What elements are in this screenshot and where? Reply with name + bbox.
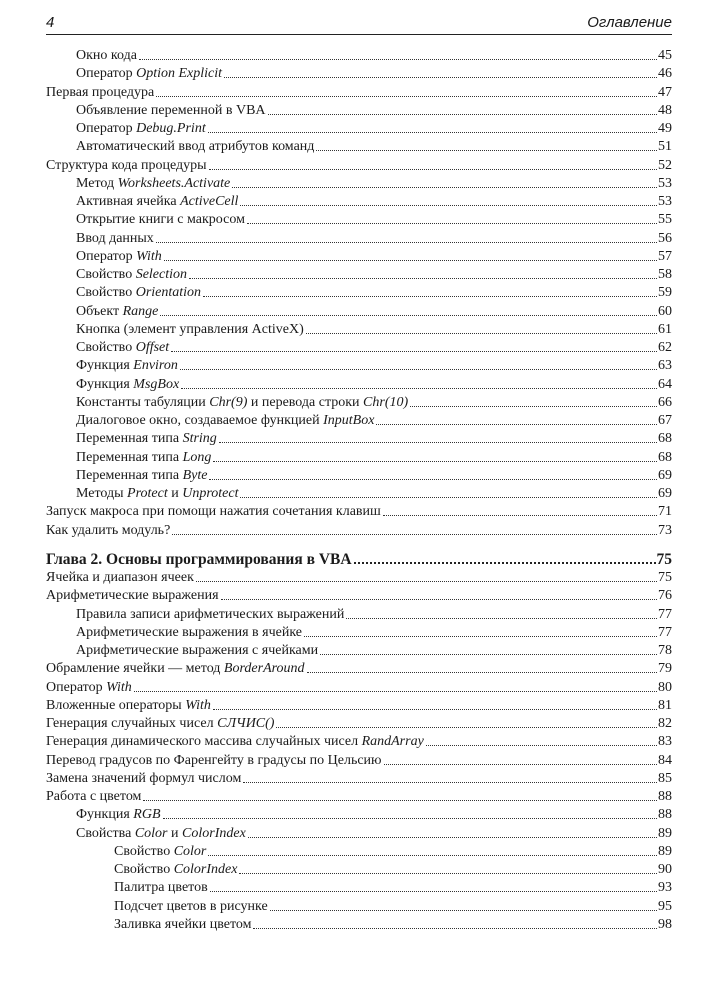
- dot-leader: [410, 406, 657, 407]
- toc-entry-title: [76, 120, 206, 137]
- dot-leader: [307, 672, 657, 673]
- page-number: 4: [46, 14, 55, 31]
- toc-entry-title: [76, 303, 158, 320]
- toc-entry-text: Заливка ячейки цветом: [114, 916, 252, 932]
- toc-entry-text: Методы: [76, 486, 128, 501]
- toc-page-number: 81: [658, 697, 672, 713]
- toc-entry-text: Подсчет цветов в рисунке: [114, 898, 268, 914]
- toc-page-number: 66: [658, 394, 672, 410]
- toc-page-number: 73: [658, 522, 672, 538]
- dot-leader: [213, 461, 657, 462]
- toc-entry-title: [76, 485, 238, 502]
- toc-entry-title: [46, 697, 211, 714]
- toc-entry-text: InputBox: [323, 413, 375, 428]
- dot-leader: [189, 278, 657, 279]
- toc-entry-text: RandArray: [361, 734, 424, 750]
- toc-entry-text: Функция: [76, 807, 134, 823]
- toc-entry-text: ColorIndex: [173, 862, 238, 877]
- toc-page-number: 71: [658, 504, 672, 520]
- dot-leader: [268, 114, 657, 115]
- toc-entry-text: Запуск макроса при помощи нажатия сочетания клавиш: [46, 504, 381, 520]
- toc-entry-text: Orientation: [135, 285, 202, 301]
- toc-entry-title: [76, 230, 154, 247]
- dot-leader: [180, 369, 657, 370]
- toc-entry-title: [114, 843, 206, 860]
- dot-leader: [276, 727, 657, 728]
- toc-entry-text: Debug.Print: [136, 121, 206, 136]
- toc-entry-title: [76, 606, 344, 623]
- toc-entry-text: With: [106, 679, 132, 695]
- dot-leader: [203, 296, 657, 297]
- dot-leader: [304, 636, 657, 637]
- dot-leader: [208, 855, 657, 856]
- toc-entry-text: Selection: [135, 267, 188, 282]
- toc-page-number: 90: [658, 862, 672, 877]
- toc-entry-text: Environ: [133, 358, 178, 374]
- toc-entry: [46, 64, 672, 82]
- toc-entry: [46, 229, 672, 247]
- toc-entry: [46, 174, 672, 192]
- toc-entry-title: [46, 660, 305, 677]
- toc-entry-text: Оператор: [76, 248, 137, 264]
- toc-entry-text: Unprotect: [182, 486, 239, 501]
- toc-entry: [46, 805, 672, 823]
- toc-entry-title: [76, 467, 207, 484]
- toc-entry-title: [46, 503, 381, 520]
- toc-entry-text: ActiveCell: [180, 194, 239, 209]
- toc-entry-text: Как удалить модуль?: [46, 522, 171, 538]
- toc-page-number: 95: [658, 898, 672, 914]
- toc-entry-text: Метод: [76, 175, 118, 191]
- toc-entry-text: Арифметические выражения с ячейками: [76, 643, 319, 658]
- dot-leader: [196, 581, 657, 582]
- toc-entry: [46, 678, 672, 696]
- toc-entry: [46, 338, 672, 356]
- dot-leader: [163, 818, 658, 819]
- toc-entry-text: Chr(10): [363, 394, 409, 410]
- dot-leader: [171, 351, 657, 352]
- toc-entry-text: Генерация динамического массива случайных чисел: [46, 734, 362, 750]
- toc-entry-text: Переменная типа: [76, 431, 183, 447]
- toc-entry-text: Автоматический ввод атрибутов команд: [76, 139, 315, 155]
- toc-page-number: 77: [658, 606, 672, 622]
- toc-entry-text: Range: [122, 303, 159, 319]
- toc-page-number: 67: [658, 413, 672, 428]
- toc-entry-text: String: [182, 431, 217, 447]
- dot-leader: [354, 562, 656, 564]
- toc-entry-title: [76, 412, 374, 429]
- toc-chapter-entry: [46, 550, 672, 568]
- toc-page-number: 89: [658, 843, 672, 859]
- toc-entry-text: Свойство: [114, 843, 174, 859]
- dot-leader: [143, 800, 657, 801]
- toc-page-number: 75: [658, 570, 672, 585]
- toc-page-number: 80: [658, 679, 672, 695]
- toc-entry: [46, 641, 672, 659]
- toc-entry-text: RGB: [133, 807, 161, 823]
- toc-entry-title: [76, 376, 179, 393]
- toc-entry: [46, 429, 672, 447]
- toc-page-number: 78: [658, 643, 672, 658]
- dot-leader: [172, 534, 657, 535]
- toc-entry-title: [76, 65, 222, 82]
- dot-leader: [181, 388, 657, 389]
- toc-entry: [46, 466, 672, 484]
- toc-entry-text: Ячейка и диапазон ячеек: [46, 570, 194, 585]
- toc-page-number: 51: [658, 139, 672, 155]
- toc-entry-text: Обрамление ячейки — метод: [46, 661, 224, 677]
- toc-entry-text: Offset: [135, 340, 170, 355]
- dot-leader: [253, 928, 657, 929]
- toc-entry-title: [76, 284, 201, 301]
- toc-entry-title: [46, 679, 132, 696]
- toc-entry-title: [114, 898, 268, 915]
- toc-entry-text: Перевод градусов по Фаренгейту в градусы по Цельсию: [46, 752, 382, 768]
- toc-entry: [46, 751, 672, 769]
- toc-page-number: 57: [658, 248, 672, 264]
- toc-entry-text: Первая процедура: [46, 84, 155, 100]
- toc-entry: [46, 393, 672, 411]
- dot-leader: [426, 745, 657, 746]
- toc-entry-text: With: [136, 248, 162, 264]
- toc-entry-title: [76, 175, 230, 192]
- toc-entry: [46, 283, 672, 301]
- toc-entry-text: Арифметические выражения в ячейке: [76, 624, 303, 640]
- toc-page-number: 60: [658, 303, 672, 319]
- toc-page-number: 82: [658, 716, 672, 731]
- toc-page-number: 83: [658, 734, 672, 750]
- toc-page-number: 84: [658, 752, 672, 768]
- toc-entry-title: [114, 861, 237, 878]
- toc-page-number: 68: [658, 449, 672, 465]
- toc-entry-text: Вложенные операторы: [46, 697, 186, 713]
- toc-entry-text: Оператор: [76, 66, 137, 82]
- dot-leader: [139, 59, 657, 60]
- toc-entry-text: Переменная типа: [76, 467, 183, 483]
- dot-leader: [240, 205, 657, 206]
- toc-page-number: 53: [658, 194, 672, 209]
- toc-entry-text: Byte: [182, 467, 208, 483]
- toc-page-number: 58: [658, 267, 672, 282]
- dot-leader: [239, 873, 657, 874]
- toc-entry: [46, 411, 672, 429]
- dot-leader: [306, 333, 657, 334]
- toc-entry-title: [76, 357, 178, 374]
- toc-page-number: 68: [658, 431, 672, 447]
- toc-entry-title: [76, 449, 211, 466]
- toc-entry-text: Protect: [127, 486, 168, 501]
- dot-leader: [219, 442, 657, 443]
- toc-entry: [46, 824, 672, 842]
- toc-page-number: 45: [658, 48, 672, 63]
- toc-entry: [46, 302, 672, 320]
- toc-entry: [46, 732, 672, 750]
- toc-entry-text: Объявление переменной в VBA: [76, 102, 266, 118]
- toc-entry-title: [46, 522, 170, 539]
- toc-page-number: 62: [658, 340, 672, 355]
- toc-page-number: 89: [658, 825, 672, 841]
- toc-page-number: 93: [658, 880, 672, 896]
- page-header: [46, 12, 672, 35]
- toc-page-number: 56: [658, 230, 672, 246]
- toc-entry-title: [76, 193, 238, 210]
- toc-entry-title: [76, 321, 304, 338]
- dot-leader: [232, 187, 657, 188]
- toc-page-number: 88: [658, 789, 672, 804]
- toc-page-number: 59: [658, 285, 672, 301]
- toc-entry: [46, 247, 672, 265]
- toc-entry: [46, 769, 672, 787]
- toc-entry-text: Генерация случайных чисел: [46, 716, 218, 731]
- toc-entry-title: [114, 916, 251, 933]
- toc-entry: [46, 659, 672, 677]
- toc-entry-title: [76, 430, 217, 447]
- dot-leader: [376, 424, 657, 425]
- toc-entry-text: Оператор: [46, 679, 107, 695]
- toc-entry-title: [46, 551, 352, 568]
- dot-leader: [156, 96, 657, 97]
- toc-page-number: 48: [658, 102, 672, 118]
- toc-entry-text: Работа с цветом: [46, 789, 142, 804]
- dot-leader: [213, 709, 657, 710]
- toc-entry: [46, 878, 672, 896]
- toc-entry-title: [46, 770, 241, 787]
- toc-entry-title: [76, 102, 266, 119]
- dot-leader: [384, 764, 657, 765]
- toc-entry-title: [76, 47, 137, 64]
- toc-entry-text: и перевода строки: [247, 394, 364, 410]
- toc-entry-text: Палитра цветов: [114, 880, 208, 896]
- dot-leader: [243, 782, 657, 783]
- toc-entry-text: ColorIndex: [182, 825, 246, 841]
- toc-entry: [46, 448, 672, 466]
- toc-entry-text: Свойство: [114, 862, 174, 877]
- toc-entry: [46, 375, 672, 393]
- toc-entry-text: Объект: [76, 303, 123, 319]
- toc-entry: [46, 46, 672, 64]
- toc-entry-text: With: [185, 697, 211, 713]
- toc-entry: [46, 83, 672, 101]
- toc-entry-text: Замена значений формул числом: [46, 770, 242, 786]
- toc-entry-text: Кнопка (элемент управления ActiveX): [76, 321, 304, 337]
- toc-entry-title: [76, 394, 408, 411]
- toc-entry-title: [46, 733, 424, 750]
- toc-entry-title: [76, 642, 318, 659]
- dot-leader: [164, 260, 657, 261]
- dot-leader: [210, 891, 657, 892]
- toc-entry-text: Свойство: [76, 285, 136, 301]
- toc-entry: [46, 156, 672, 174]
- toc-page-number: 53: [658, 175, 672, 191]
- toc-entry-text: Окно кода: [76, 48, 137, 63]
- toc-entry: [46, 915, 672, 933]
- dot-leader: [320, 654, 657, 655]
- toc-page-number: 75: [656, 550, 672, 568]
- toc-entry: [46, 605, 672, 623]
- dot-leader: [248, 837, 657, 838]
- toc-entry-text: Правила записи арифметических выражений: [76, 606, 345, 622]
- toc-entry-text: Long: [182, 449, 212, 465]
- dot-leader: [156, 242, 657, 243]
- toc-entry-text: Константы табуляции: [76, 394, 210, 410]
- toc-entry-title: [46, 569, 194, 586]
- toc-entry-text: Color: [173, 843, 207, 859]
- toc-page-number: 76: [658, 588, 672, 604]
- toc-entry-text: Свойство: [76, 267, 136, 282]
- dot-leader: [270, 910, 657, 911]
- toc-entry: [46, 356, 672, 374]
- toc-entry: [46, 897, 672, 915]
- dot-leader: [221, 599, 657, 600]
- toc-entry-title: [46, 715, 274, 732]
- dot-leader: [240, 497, 657, 498]
- toc-entry-title: [46, 788, 141, 805]
- toc-entry-text: Диалоговое окно, создаваемое функцией: [76, 413, 324, 428]
- dot-leader: [383, 515, 657, 516]
- toc-entry-title: [76, 825, 246, 842]
- dot-leader: [346, 618, 657, 619]
- toc-entry: [46, 586, 672, 604]
- toc-entry-text: Функция: [76, 376, 134, 392]
- toc-entry-text: Структура кода процедуры: [46, 157, 207, 173]
- toc-entry-title: [76, 624, 302, 641]
- toc-page-number: 55: [658, 212, 672, 228]
- toc-entry-text: Арифметические выражения: [46, 588, 219, 604]
- toc-entry-text: Оператор: [76, 121, 137, 136]
- toc-entry-title: [114, 879, 208, 896]
- toc-page-number: 61: [658, 321, 672, 337]
- dot-leader: [160, 315, 657, 316]
- toc-entry: [46, 521, 672, 539]
- toc-entry: [46, 320, 672, 338]
- toc-page-number: 47: [658, 84, 672, 100]
- toc-page-number: 69: [658, 467, 672, 483]
- toc-entry-text: MsgBox: [133, 376, 180, 392]
- dot-leader: [209, 169, 657, 170]
- toc-page-number: 69: [658, 486, 672, 501]
- toc-entry: [46, 787, 672, 805]
- toc-entry-text: Chr(9): [209, 394, 248, 410]
- toc-entry-text: СЛЧИС(): [217, 716, 275, 731]
- dot-leader: [134, 691, 657, 692]
- toc-entry-title: [76, 806, 161, 823]
- dot-leader: [208, 132, 657, 133]
- toc-page-number: 49: [658, 121, 672, 136]
- toc-entry: [46, 192, 672, 210]
- toc-page-number: 85: [658, 770, 672, 786]
- toc-entry-text: Option Explicit: [136, 66, 223, 82]
- toc-page-number: 79: [658, 661, 672, 677]
- toc-entry: [46, 484, 672, 502]
- toc-entry: [46, 696, 672, 714]
- toc-page-number: 77: [658, 624, 672, 640]
- toc-entry: [46, 623, 672, 641]
- toc-entry: [46, 502, 672, 520]
- toc-entry: [46, 210, 672, 228]
- toc-entry-title: [76, 266, 187, 283]
- dot-leader: [316, 150, 657, 151]
- dot-leader: [247, 223, 657, 224]
- toc-entry: [46, 137, 672, 155]
- toc-entry-title: [46, 157, 207, 174]
- toc-entry-text: и: [167, 486, 183, 501]
- toc-entry-text: и: [167, 825, 183, 841]
- toc-entry: [46, 568, 672, 586]
- toc-entry-title: [46, 84, 154, 101]
- toc-entry-text: Активная ячейка: [76, 194, 181, 209]
- toc-page-number: 52: [658, 157, 672, 173]
- toc-entry: [46, 265, 672, 283]
- dot-leader: [209, 479, 657, 480]
- toc-entry-text: Свойства: [76, 825, 135, 841]
- toc-entry-title: [46, 752, 382, 769]
- toc-entry: [46, 842, 672, 860]
- toc-page-number: 46: [658, 66, 672, 82]
- toc-entry-text: Открытие книги с макросом: [76, 212, 245, 228]
- toc-entry-text: Функция: [76, 358, 134, 374]
- toc-entry: [46, 101, 672, 119]
- dot-leader: [224, 77, 657, 78]
- toc-entry: [46, 119, 672, 137]
- toc-page-number: 88: [658, 807, 672, 823]
- toc-entry-title: [76, 339, 169, 356]
- toc-entry-text: Color: [134, 825, 168, 841]
- toc-page-number: 64: [658, 376, 672, 392]
- toc-page-number: 98: [658, 916, 672, 932]
- toc-entry-title: [76, 138, 314, 155]
- toc-entry-text: BorderAround: [223, 661, 305, 677]
- toc-entry-text: Переменная типа: [76, 449, 183, 465]
- toc-entry-title: [46, 587, 219, 604]
- toc-entry-title: [76, 211, 245, 228]
- toc-entry-text: Глава 2. Основы программирования в VBA: [46, 550, 352, 568]
- toc-entry-text: Свойство: [76, 340, 136, 355]
- toc-entry: [46, 714, 672, 732]
- running-title: Оглавление: [587, 14, 672, 31]
- toc-entry-text: Ввод данных: [76, 230, 154, 246]
- toc-entry-text: Worksheets.Activate: [117, 175, 231, 191]
- toc-entry: [46, 860, 672, 878]
- toc-page-number: 63: [658, 358, 672, 374]
- toc-entry-title: [76, 248, 162, 265]
